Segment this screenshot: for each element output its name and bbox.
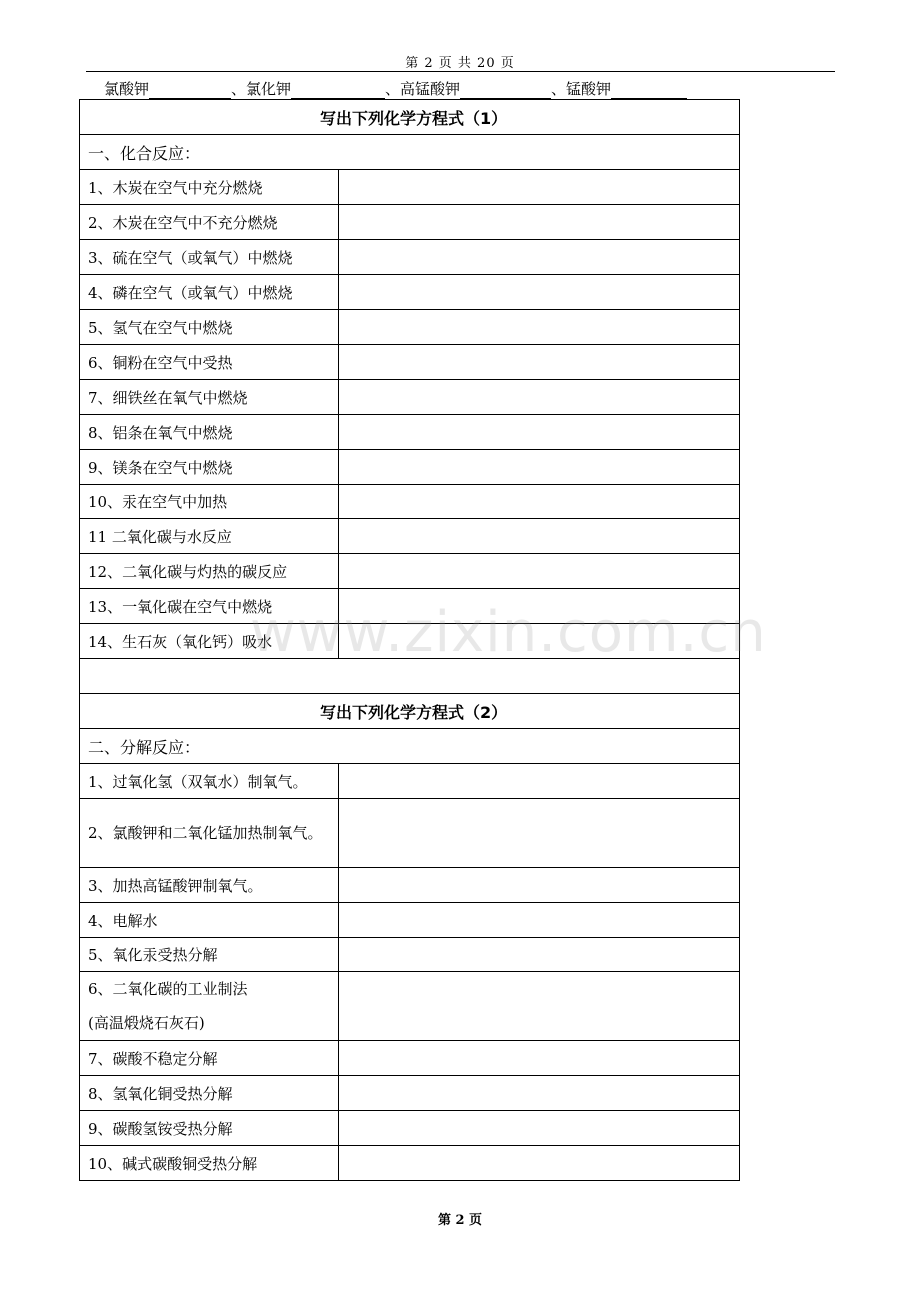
equation-worksheet-table [79,99,740,1181]
answer-cell[interactable] [339,1146,740,1181]
reaction-label: 11 二氧化碳与水反应 [80,519,339,554]
answer-cell[interactable] [339,240,740,275]
table-row [80,1146,740,1181]
answer-cell[interactable] [339,170,740,205]
answer-cell[interactable] [339,310,740,345]
reaction-label: 7、细铁丝在氧气中燃烧 [80,380,339,415]
name-label-3: 、高锰酸钾 [385,80,461,98]
answer-cell[interactable] [339,624,740,659]
table-row [80,450,740,485]
answer-cell[interactable] [339,799,740,868]
table-row [80,485,740,519]
page-header: 第 2 页 共 20 页 [405,56,515,71]
name-label-2: 、氯化钾 [231,80,292,98]
header-rule [86,71,835,72]
answer-cell[interactable] [339,554,740,589]
reaction-label: 8、氢氧化铜受热分解 [80,1076,339,1111]
reaction-label-line1: 6、二氧化碳的工业制法 [88,980,248,998]
reaction-label: 8、铝条在氧气中燃烧 [80,415,339,450]
reaction-label: 3、硫在空气（或氧气）中燃烧 [80,240,339,275]
table-row [80,764,740,799]
table-row [80,1076,740,1111]
watermark: www.zixin.com.cn [250,600,767,665]
table-row [80,903,740,938]
answer-cell[interactable] [339,1076,740,1111]
blank-line-3 [460,81,551,99]
section1-heading: 一、化合反应： [80,135,740,170]
table-row [80,938,740,972]
table-row [80,868,740,903]
table-row [80,205,740,240]
compound-names-line [104,78,687,99]
section1-title: 写出下列化学方程式（1） [80,100,740,135]
reaction-label: 14、生石灰（氧化钙）吸水 [80,624,339,659]
reaction-label: 10、汞在空气中加热 [80,485,339,519]
name-label-1: 氯酸钾 [104,80,150,98]
reaction-label: 7、碳酸不稳定分解 [80,1041,339,1076]
table-row [80,589,740,624]
answer-cell[interactable] [339,938,740,972]
table-row [80,624,740,659]
reaction-label: 1、过氧化氢（双氧水）制氧气。 [80,764,339,799]
answer-cell[interactable] [339,345,740,380]
table-row [80,799,740,868]
answer-cell[interactable] [339,868,740,903]
page-footer: 第 2 页 [437,1213,483,1228]
table-row [80,1041,740,1076]
reaction-label: 2、木炭在空气中不充分燃烧 [80,205,339,240]
reaction-label: 13、一氧化碳在空气中燃烧 [80,589,339,624]
reaction-label: 4、电解水 [80,903,339,938]
answer-cell[interactable] [339,380,740,415]
reaction-label: 3、加热高锰酸钾制氧气。 [80,868,339,903]
section2-heading: 二、分解反应： [80,729,740,764]
blank-line-1 [149,81,231,99]
section2-title: 写出下列化学方程式（2） [80,694,740,729]
blank-line-4 [611,81,687,99]
answer-cell[interactable] [339,450,740,485]
reaction-label [80,972,339,1041]
table-row [80,380,740,415]
reaction-label: 5、氢气在空气中燃烧 [80,310,339,345]
table-row [80,170,740,205]
blank-line-2 [291,81,385,99]
reaction-label: 10、碱式碳酸铜受热分解 [80,1146,339,1181]
answer-cell[interactable] [339,205,740,240]
answer-cell[interactable] [339,415,740,450]
reaction-label: 2、氯酸钾和二氧化锰加热制氧气。 [80,799,339,868]
table-row [80,310,740,345]
reaction-label-note: (高温煅烧石灰石) [88,1014,205,1032]
answer-cell[interactable] [339,764,740,799]
answer-cell[interactable] [339,589,740,624]
table-row [80,554,740,589]
table-row [80,240,740,275]
reaction-label: 9、镁条在空气中燃烧 [80,450,339,485]
table-row [80,519,740,554]
reaction-label: 5、氧化汞受热分解 [80,938,339,972]
reaction-label: 9、碳酸氢铵受热分解 [80,1111,339,1146]
table-row [80,345,740,380]
answer-cell[interactable] [339,1041,740,1076]
name-label-4: 、锰酸钾 [551,80,612,98]
reaction-label: 1、木炭在空气中充分燃烧 [80,170,339,205]
spacer-row [80,659,740,694]
table-row [80,1111,740,1146]
table-row [80,275,740,310]
answer-cell[interactable] [339,485,740,519]
table-row [80,415,740,450]
answer-cell[interactable] [339,519,740,554]
reaction-label: 6、铜粉在空气中受热 [80,345,339,380]
answer-cell[interactable] [339,275,740,310]
answer-cell[interactable] [339,1111,740,1146]
table-row [80,972,740,1041]
answer-cell[interactable] [339,903,740,938]
reaction-label: 4、磷在空气（或氧气）中燃烧 [80,275,339,310]
reaction-label: 12、二氧化碳与灼热的碳反应 [80,554,339,589]
answer-cell[interactable] [339,972,740,1041]
